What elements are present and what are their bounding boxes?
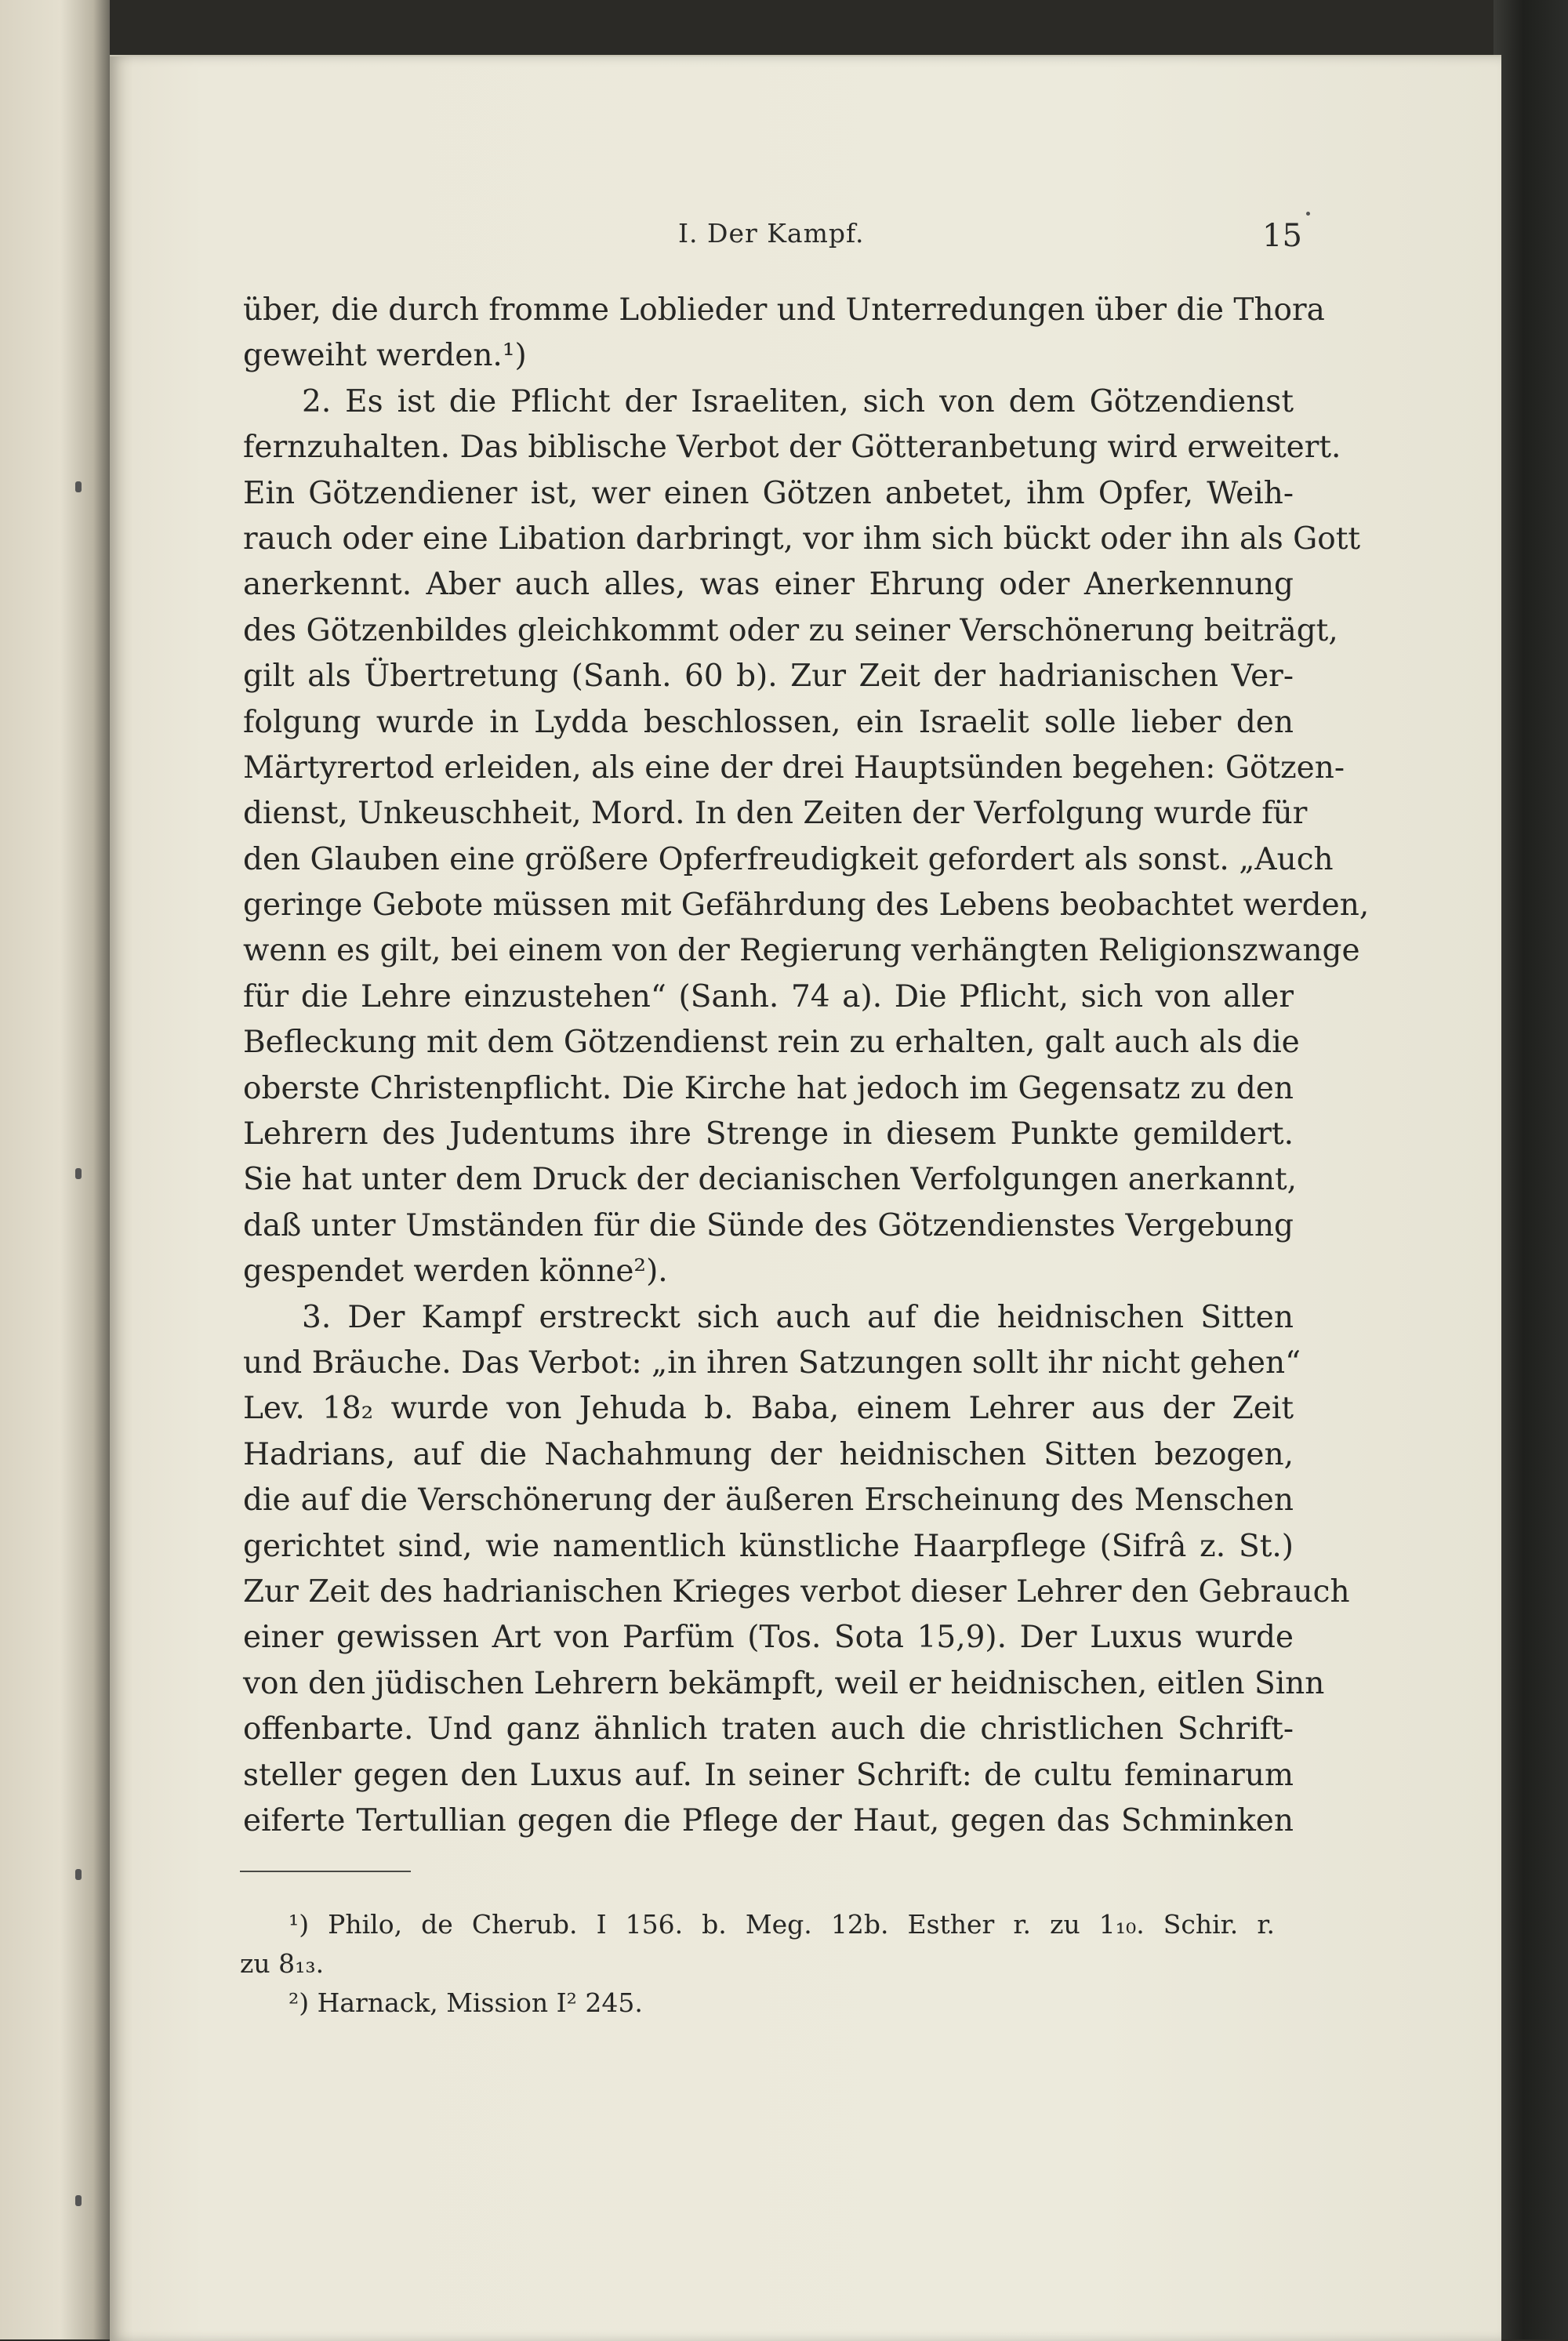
text-line: wenn es gilt, bei einem von der Regierung verhängten Religionszwange [243,933,1360,969]
text-line: Zur Zeit des hadrianischen Krieges verbot dieser Lehrer den Gebrauch [243,1573,1350,1610]
text-line: Sie hat unter dem Druck der decianischen Verfolgungen anerkannt, [243,1162,1298,1198]
text-line: Lev. 18₂ wurde von Jehuda b. Baba, einem Lehrer aus der Zeit [243,1391,1294,1427]
text-line: anerkennt. Aber auch alles, was einer Ehrung oder Anerkennung [243,567,1294,603]
text-line: für die Lehre einzustehen“ (Sanh. 74 a). Die Pflicht, sich von aller [243,978,1294,1014]
text-line: den Glauben eine größere Opferfreudigkeit gefordert als sonst. „Auch [243,841,1334,877]
text-line: geringe Gebote müssen mit Gefährdung des Lebens beobachtet werden, [243,887,1370,924]
page-edge-mark [75,481,82,492]
text-line: oberste Christenpflicht. Die Kirche hat jedoch im Gegensatz zu den [243,1070,1294,1106]
text-line: gerichtet sind, wie namentlich künstliche Haarpflege (Sifrâ z. St.) [243,1528,1294,1564]
footnote-line: zu 8₁₃. [240,1948,325,1979]
text-line: Märtyrertod erleiden, als eine der drei Hauptsünden begehen: Götzen- [243,749,1345,786]
text-line: daß unter Umständen für die Sünde des Götzendienstes Vergebung [243,1207,1294,1243]
text-line: Lehrern des Judentums ihre Strenge in diesem Punkte gemildert. [243,1116,1294,1152]
text-line: über, die durch fromme Loblieder und Unterredungen über die Thora [243,292,1325,328]
text-line: steller gegen den Luxus auf. In seiner Schrift: de cultu feminarum [243,1757,1294,1793]
page-speck [1306,212,1310,216]
page-edge-mark [75,2195,82,2206]
text-line: folgung wurde in Lydda beschlossen, ein Israelit solle lieber den [243,704,1294,740]
text-line: 3. Der Kampf erstreckt sich auch auf die heidnischen Sitten [302,1299,1294,1335]
previous-page-edge [0,0,110,2339]
text-line: gespendet werden könne²). [243,1254,668,1290]
text-line: Hadrians, auf die Nachahmung der heidnischen Sitten bezogen, [243,1436,1294,1472]
footnote-line: ¹) Philo, de Cherub. I 156. b. Meg. 12b. Esther r. zu 1₁₀. Schir. r. [289,1909,1275,1940]
page-number: 15 [1262,218,1302,254]
footnote-line: ²) Harnack, Mission I² 245. [289,1987,643,2018]
text-line: Ein Götzendiener ist, wer einen Götzen anbetet, ihm Opfer, Weih- [243,475,1294,511]
text-line: und Bräuche. Das Verbot: „in ihren Satzungen sollt ihr nicht gehen“ [243,1345,1301,1381]
text-line: des Götzenbildes gleichkommt oder zu seiner Verschönerung beiträgt, [243,612,1338,648]
text-line: rauch oder eine Libation darbringt, vor ihm sich bückt oder ihn als Gott [243,521,1361,557]
text-line: offenbarte. Und ganz ähnlich traten auch die christlichen Schrift- [243,1711,1294,1748]
book-cover-edge [1494,0,1568,2339]
text-line: fernzuhalten. Das biblische Verbot der Götteranbetung wird erweitert. [243,430,1341,466]
text-line: Befleckung mit dem Götzendienst rein zu erhalten, galt auch als die [243,1025,1300,1061]
footnote-divider [240,1871,411,1872]
text-line: von den jüdischen Lehrern bekämpft, weil er heidnischen, eitlen Sinn [243,1665,1325,1701]
text-line: die auf die Verschönerung der äußeren Erscheinung des Menschen [243,1483,1294,1519]
text-line: einer gewissen Art von Parfüm (Tos. Sota 15,9). Der Luxus wurde [243,1620,1294,1656]
footnotes [240,1905,1275,2023]
text-line: 2. Es ist die Pflicht der Israeliten, sich von dem Götzendienst [302,383,1294,419]
text-line: geweiht werden.¹) [243,338,527,374]
text-line: eiferte Tertullian gegen die Pflege der Haut, gegen das Schminken [243,1802,1294,1838]
body-text [243,288,1370,1844]
text-line: dienst, Unkeuschheit, Mord. In den Zeiten der Verfolgung wurde für [243,796,1308,832]
page-edge-mark [75,1168,82,1179]
page-edge-mark [75,1869,82,1880]
running-head: I. Der Kampf. [678,218,865,249]
text-line: gilt als Übertretung (Sanh. 60 b). Zur Zeit der hadrianischen Ver- [243,659,1294,695]
